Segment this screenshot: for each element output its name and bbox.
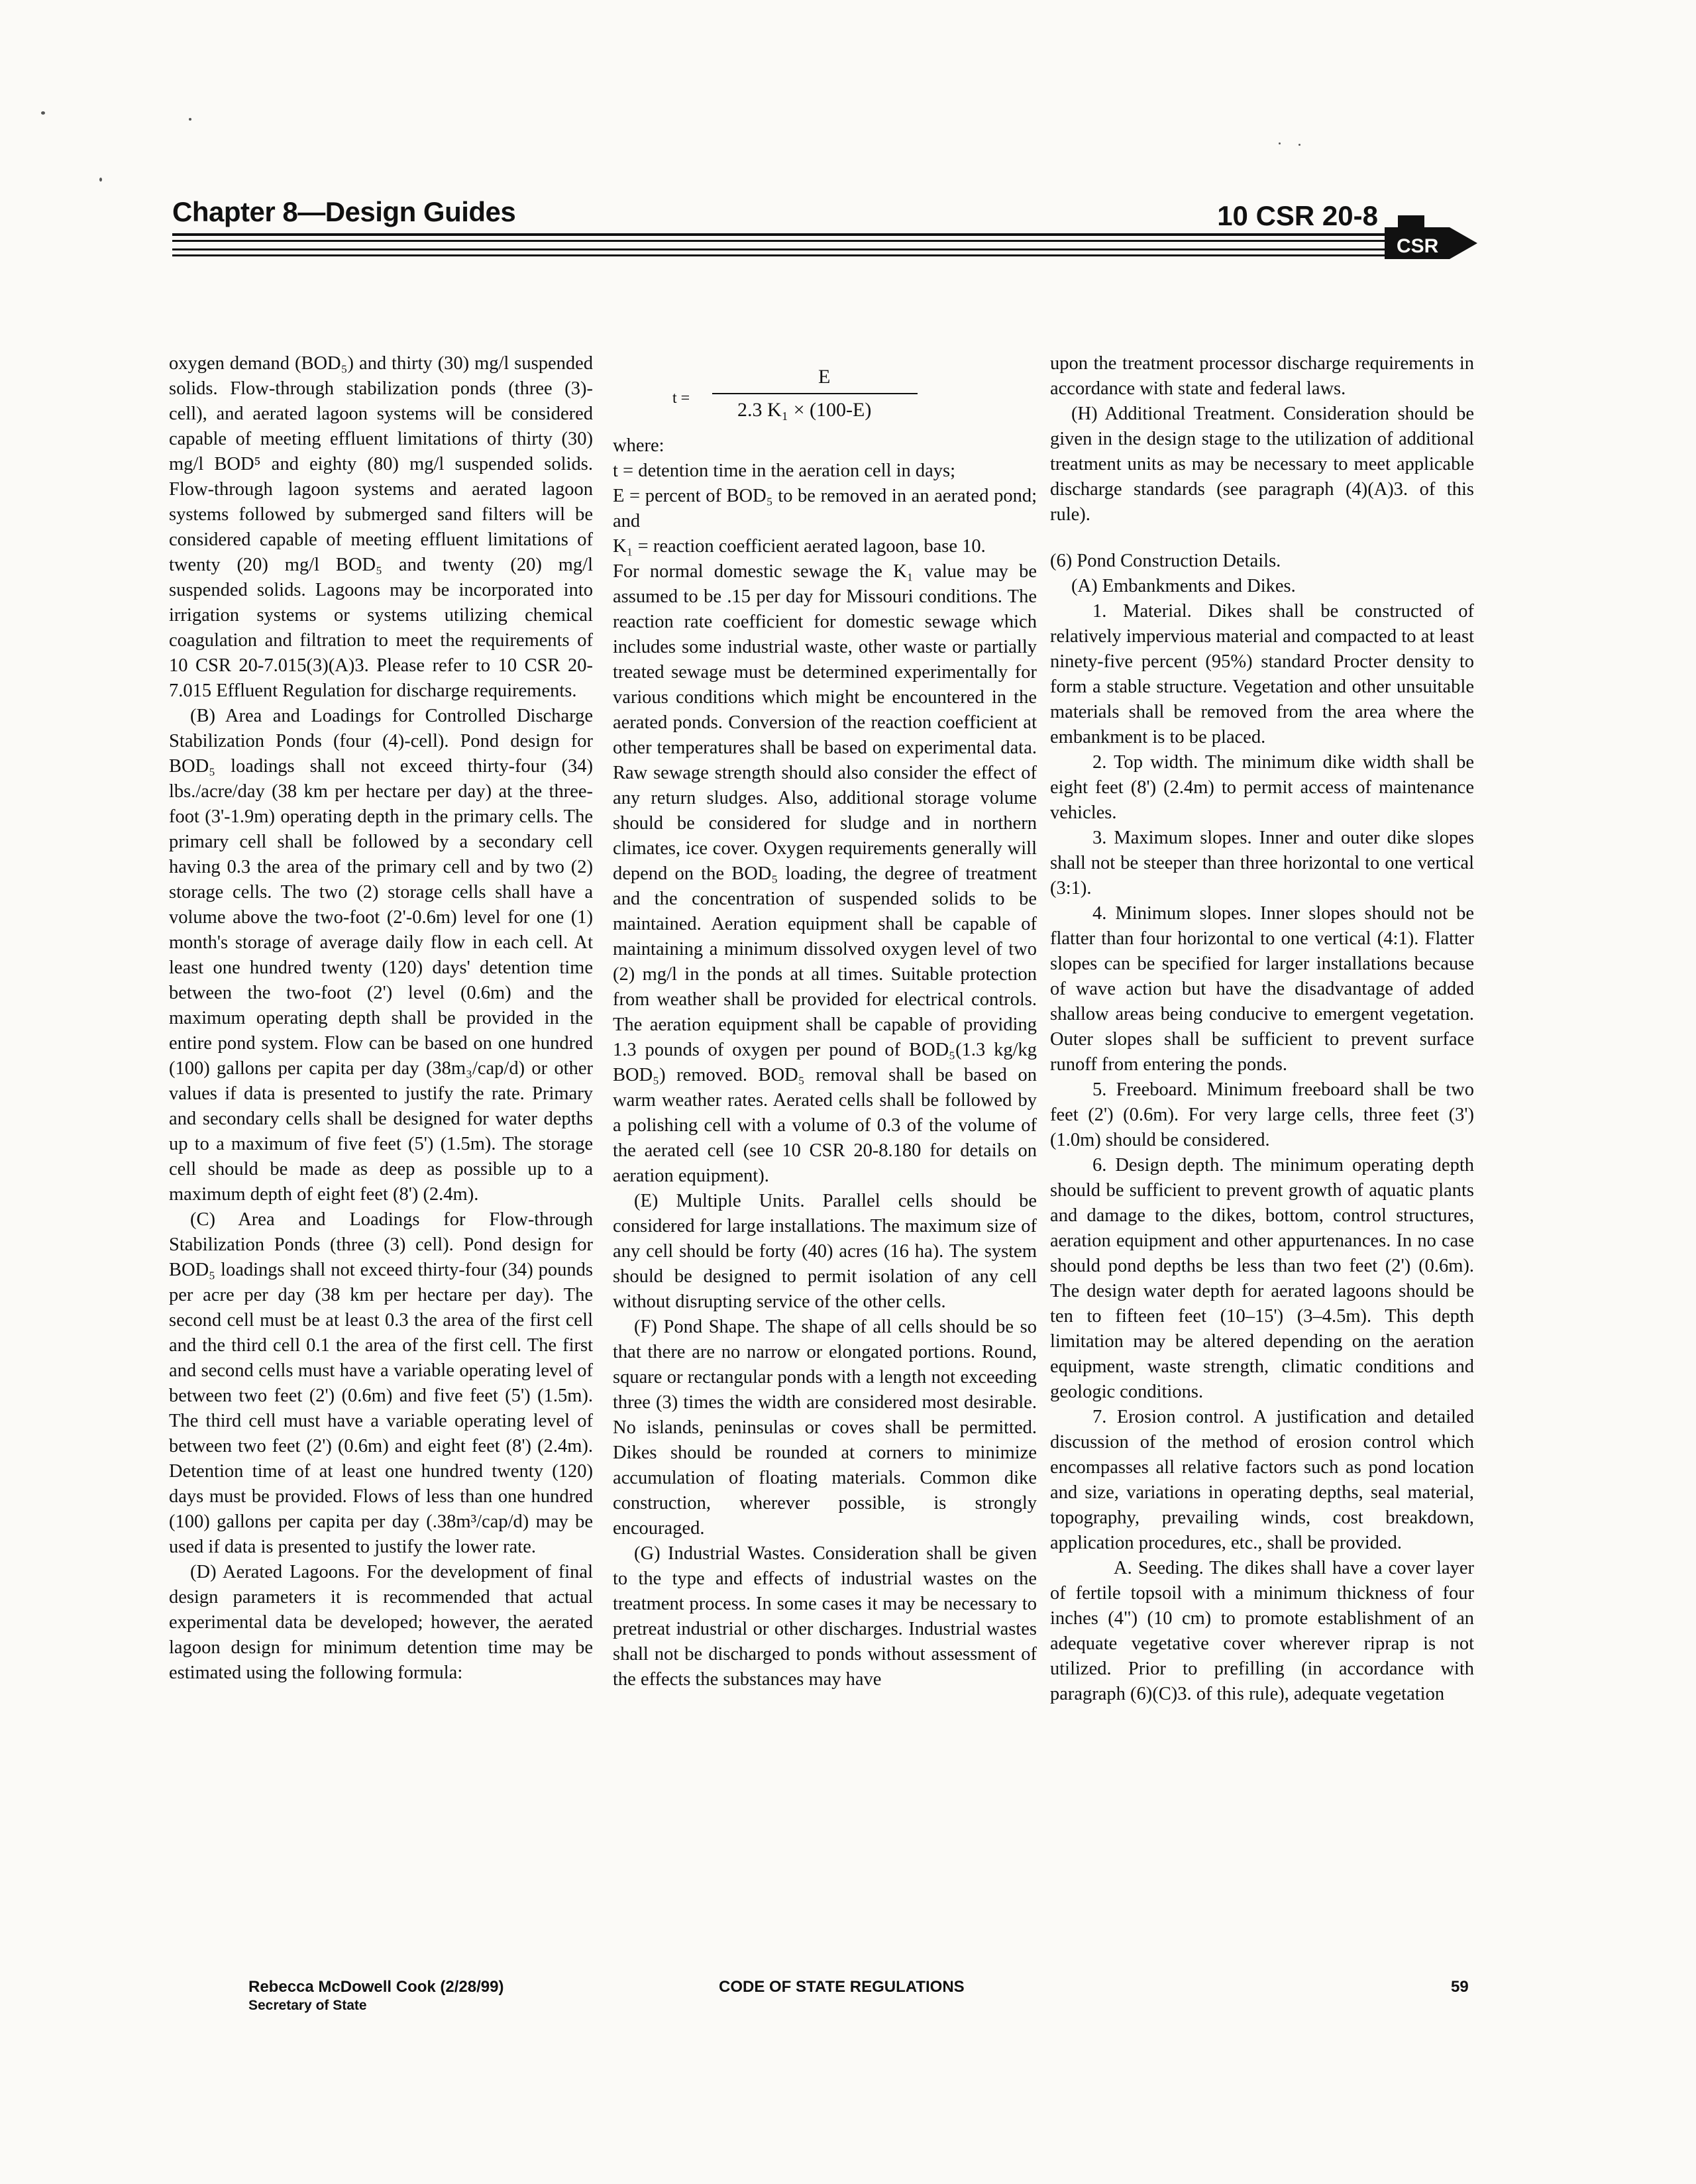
- definition-k: K₁ = reaction coefficient aerated lagoon, base 10.: [613, 536, 986, 557]
- csr-logo-icon: [1385, 215, 1477, 262]
- item-minimum-slopes: 4. Minimum slopes. Inner slopes should not be flatter than four horizontal to one vertical (4:1). Flatter slopes can be specified for larger installations because of wave action but have the disadvantage of added shallow areas being conducive to emergent vegetation. Outer slopes shall be sufficient to prevent surface runoff from entering the ponds.: [1050, 903, 1474, 1075]
- formula-lhs: t =: [672, 390, 690, 407]
- paragraph-b-controlled-discharge: (B) Area and Loadings for Controlled Discharge Stabilization Ponds (four (4)-cell). Pond design for BOD₅ loadings shall not exceed thirty-four (34) lbs./acre/day (38 km per hectare per day) at the three-foot (3'-1.9m) operating depth in the primary cells. The primary cell shall be followed by a secondary cell having 0.3 the area of the primary cell and by two (2) storage cells. The two (2) storage cells shall have a volume above the two-foot (2'-0.6m) level for one (1) month's storage of average daily flow in each cell. At least one hundred twenty (120) days' detention time between the two-foot (2') level (0.6m) and the maximum operating depth shall be provided in the entire pond system. Flow can be based on one hundred (100) gallons per capita per day (38m₃/cap/d) or other values if data is presented to justify the rate. Primary and secondary cells shall be designed for water depths up to a maximum of five feet (5') (1.5m). The storage cell should be made as deep as possible up to a maximum depth of eight feet (8') (2.4m).: [169, 706, 593, 1205]
- item-seeding: A. Seeding. The dikes shall have a cover layer of fertile topsoil with a minimum thickness of four inches (4") (10 cm) to promote establishment of an adequate vegetative cover wherever riprap is not utilized. Prior to prefilling (in accordance with paragraph (6)(C)3. of this rule), adequate vegetation: [1050, 1558, 1474, 1704]
- paragraph-f-pond-shape: (F) Pond Shape. The shape of all cells should be so that there are no narrow or elongated portions. Round, square or rectangular ponds with a length not exceeding three (3) times the width are considered most desirable. No islands, peninsulas or coves shall be permitted. Dikes should be rounded at corners to minimize accumulation of floating materials. Common dike construction, wherever possible, is strongly encouraged.: [613, 1317, 1037, 1539]
- scan-speck: [189, 118, 191, 121]
- header-rules: [172, 233, 1404, 256]
- formula-denominator: 2.3 K₁ × (100-E): [737, 399, 872, 421]
- regulation-id: 10 CSR 20-8: [1217, 200, 1378, 231]
- detention-time-formula: [613, 351, 1037, 431]
- column-right: [1050, 351, 1474, 1707]
- column-left: [169, 351, 593, 1686]
- item-material: 1. Material. Dikes shall be constructed of relatively impervious material and compacted to at least ninety-five percent (95%) standard Procter density to form a stable structure. Vegetation and other unsuitable materials shall be removed from the area where the embankment is to be placed.: [1050, 601, 1474, 747]
- subsection-heading-a: (A) Embankments and Dikes.: [1071, 576, 1296, 596]
- paragraph-g-industrial-wastes: (G) Industrial Wastes. Consideration shall be given to the type and effects of industrial wastes on the treatment process. In some cases it may be necessary to pretreat industrial or other discharges. Industrial wastes shall not be discharged to ponds without assessment of the effects the substances may have: [613, 1543, 1037, 1690]
- item-design-depth: 6. Design depth. The minimum operating depth should be sufficient to prevent growth of aquatic plants and damage to the dikes, bottom, control structures, aeration equipment and other appurtenances. In no case should pond depths be less than two feet (2') (0.6m). The design water depth for aerated lagoons should be ten to fifteen feet (10–15') (3–4.5m). This depth limitation may be altered depending on the aeration equipment, waste strength, climatic conditions and geologic conditions.: [1050, 1155, 1474, 1402]
- scan-speck: [1298, 144, 1300, 146]
- page-header: [172, 192, 1477, 272]
- footer-author: Rebecca McDowell Cook (2/28/99): [248, 1978, 504, 1996]
- paragraph-c-flow-through: (C) Area and Loadings for Flow-through Stabilization Ponds (three (3) cell). Pond design for BOD₅ loadings shall not exceed thirty-four (34) pounds per acre per day (38 km per hectare per day). The second cell must be at least 0.3 the area of the first cell and the third cell 0.1 the area of the first cell. The first and second cells must have a variable operating level of between two feet (2') (0.6m) and five feet (5') (1.5m). The third cell must have a variable operating level of between two feet (2') (0.6m) and eight feet (8') (2.4m). Detention time of at least one hundred twenty (120) days must be provided. Flows of less than one hundred (100) gallons per capita per day (.38m³/cap/d) may be used if data is presented to justify the lower rate.: [169, 1209, 593, 1557]
- paragraph: oxygen demand (BOD₅) and thirty (30) mg/l suspended solids. Flow-through stabilization ponds (three (3)-cell), and aerated lagoon systems will be considered capable of meeting effluent limitations of thirty (30) mg/l BOD⁵ and eighty (80) mg/l suspended solids. Flow-through lagoon systems and aerated lagoon systems followed by submerged sand filters will be considered capable of meeting effluent limitations of twenty (20) mg/l BOD₅ and twenty (20) mg/l suspended solids. Lagoons may be incorporated into irrigation systems or systems utilizing chemical coagulation and filtration to meet the requirements of 10 CSR 20-7.015(3)(A)3. Please refer to 10 CSR 20-7.015 Effluent Regulation for discharge requirements.: [169, 353, 593, 701]
- chapter-title: Chapter 8—Design Guides: [172, 196, 516, 227]
- fraction-bar: [712, 393, 918, 394]
- item-freeboard: 5. Freeboard. Minimum freeboard shall be two feet (2') (0.6m). For very large cells, three feet (3') (1.0m) should be considered.: [1050, 1079, 1474, 1150]
- where-label: where:: [613, 435, 664, 456]
- svg-text:CSR: CSR: [1397, 235, 1439, 257]
- column-middle: [613, 351, 1037, 1692]
- section-heading-6: (6) Pond Construction Details.: [1050, 551, 1281, 571]
- definition-e: E = percent of BOD₅ to be removed in an aerated pond; and: [613, 486, 1037, 531]
- scan-speck: [99, 178, 102, 182]
- paragraph-d-aerated-lagoons: (D) Aerated Lagoons. For the development of final design parameters it is recommended that actual experimental data be developed; however, the aerated lagoon design for minimum detention time may be estimated using the following formula:: [169, 1562, 593, 1683]
- paragraph-h-additional-treatment: (H) Additional Treatment. Consideration should be given in the design stage to the utilization of additional treatment units as may be necessary to meet applicable discharge standards (see paragraph (4)(A)3. of this rule).: [1050, 404, 1474, 525]
- footer-code-title: CODE OF STATE REGULATIONS: [719, 1978, 965, 1996]
- footer-secretary: Secretary of State: [248, 1998, 367, 2013]
- paragraph-k-value: For normal domestic sewage the K₁ value may be assumed to be .15 per day for Missouri conditions. The reaction rate coefficient for domestic sewage which includes some industrial waste, other waste or partially treated sewage must be determined experimentally for various conditions which might be encountered in the aerated ponds. Conversion of the reaction coefficient at other temperatures shall be based on experimental data. Raw sewage strength should also consider the effect of any return sludges. Also, additional storage volume should be considered for sludge and in northern climates, ice cover. Oxygen requirements generally will depend on the BOD₅ loading, the degree of treatment and the concentration of suspended solids to be maintained. Aeration equipment shall be capable of maintaining a minimum dissolved oxygen level of two (2) mg/l in the ponds at all times. Suitable protection from weather shall be provided for electrical controls. The aeration equipment shall be capable of providing 1.3 pounds of oxygen per pound of BOD₅(1.3 kg/kg BOD₅) removed. BOD₅ removal shall be based on warm weather rates. Aerated cells shall be followed by a polishing cell with a volume of 0.3 of the volume of the aerated cell (see 10 CSR 20-8.180 for details on aeration equipment).: [613, 561, 1037, 1186]
- scan-speck: [41, 111, 45, 115]
- item-erosion-control: 7. Erosion control. A justification and detailed discussion of the method of erosion control which encompasses all relative factors such as pond location and size, variations in operating depths, seal material, topography, prevailing winds, cost breakdown, application procedures, etc., shall be provided.: [1050, 1407, 1474, 1553]
- paragraph-e-multiple-units: (E) Multiple Units. Parallel cells should be considered for large installations. The maximum size of any cell should be forty (40) acres (16 ha). The system should be designed to permit isolation of any cell without disrupting service of the other cells.: [613, 1191, 1037, 1312]
- item-top-width: 2. Top width. The minimum dike width shall be eight feet (8') (2.4m) to permit access of maintenance vehicles.: [1050, 752, 1474, 823]
- scan-speck: [1279, 142, 1281, 144]
- paragraph: upon the treatment processor discharge requirements in accordance with state and federal laws.: [1050, 353, 1474, 399]
- page-number: 59: [1451, 1978, 1469, 1996]
- formula-numerator: E: [818, 366, 831, 388]
- item-maximum-slopes: 3. Maximum slopes. Inner and outer dike slopes shall not be steeper than three horizontal to one vertical (3:1).: [1050, 828, 1474, 899]
- definition-t: t = detention time in the aeration cell in days;: [613, 461, 956, 481]
